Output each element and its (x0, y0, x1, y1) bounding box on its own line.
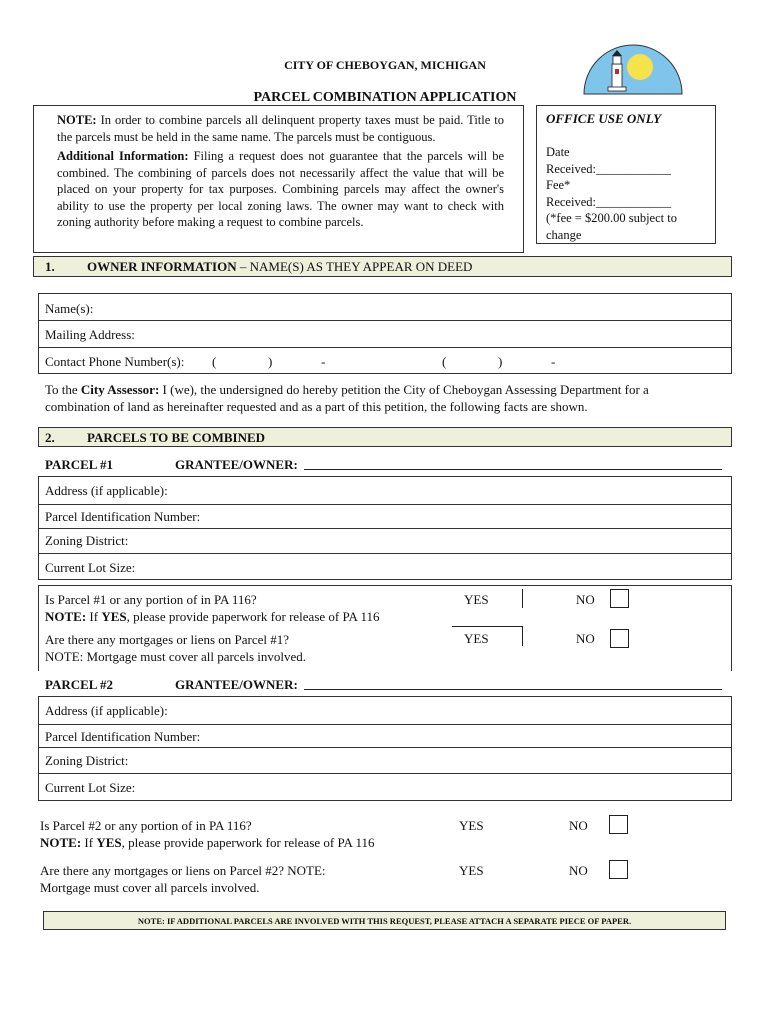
parcel-2-pa116-no-checkbox[interactable] (609, 815, 628, 834)
city-heading: CITY OF CHEBOYGAN, MICHIGAN (284, 58, 486, 72)
parcel-1-pa116-note-label: NOTE: (45, 609, 87, 624)
parcel-1-liens-yes-top (452, 626, 522, 627)
parcel-1-liens-yes-mark[interactable] (522, 626, 523, 646)
parcel-2-liens-question (40, 862, 445, 896)
section-1-title (87, 258, 472, 275)
parcel-1-pa116-line: Is Parcel #1 or any portion of in PA 116? (45, 592, 257, 607)
parcel-1-owner-line[interactable] (304, 469, 722, 470)
parcel-2-liens-line1: Are there any mortgages or liens on Parcel #2? NOTE: (40, 863, 326, 878)
parcel-2-pa116-note-rest: , please provide paperwork for release of PA 116 (121, 835, 375, 850)
section-1-title-bold: OWNER INFORMATION (87, 259, 237, 274)
parcel-2-lot-size-field[interactable]: Current Lot Size: (45, 780, 136, 795)
office-use-title: OFFICE USE ONLY (546, 111, 662, 126)
parcel-2-liens-yes-label: YES (459, 863, 484, 878)
parcel-2-owner-label: GRANTEE/OWNER: (175, 677, 298, 692)
parcel-1-pa116-note-rest: , please provide paperwork for release of PA 116 (126, 609, 380, 624)
parcel-1-liens-line1: Are there any mortgages or liens on Parcel #1? (45, 632, 290, 647)
fee-received: Received:____________ (546, 194, 671, 209)
phone-1-dash: - (321, 354, 326, 369)
parcel-2-pa116-note-label: NOTE: (40, 835, 82, 850)
date-label: Date (546, 145, 570, 159)
phone-2-open-paren: ( (442, 354, 447, 369)
parcel-1-pa116-note-mid: If (86, 609, 102, 624)
footer-note: NOTE: IF ADDITIONAL PARCELS ARE INVOLVED WITH THIS REQUEST, PLEASE ATTACH A SEPARATE PIECE OF PAPER. (137, 916, 632, 926)
parcel-1-pa116-yes-label: YES (464, 592, 489, 607)
parcel-2-label: PARCEL #2 (45, 677, 114, 692)
parcel-2-pa116-note (40, 834, 445, 851)
parcel-1-pa116-no-checkbox[interactable] (610, 589, 629, 608)
fee-note: (*fee = $200.00 subject to change (546, 211, 677, 242)
parcel-1-pa116-no-label: NO (576, 592, 595, 607)
parcel-1-liens-yes-label: YES (464, 631, 489, 646)
parcel-1-liens-line2: NOTE: Mortgage must cover all parcels involved. (45, 649, 307, 664)
parcel-2-pa116-note-yes: YES (96, 835, 122, 850)
petition-body: I (we), the undersigned do hereby petition the City of Cheboygan Assessing Department for a combination of land as hereinafter requested and as a part of this petition, the following facts are shown. (45, 382, 649, 414)
petition-prefix: To the (45, 382, 81, 397)
parcel-2-pa116-line: Is Parcel #2 or any portion of in PA 116? (40, 818, 252, 833)
parcel-1-address-field[interactable]: Address (if applicable): (45, 483, 168, 498)
section-2-number: 2. (45, 430, 55, 445)
section-2-title: PARCELS TO BE COMBINED (87, 430, 266, 445)
parcel-1-lot-size-field[interactable]: Current Lot Size: (45, 560, 136, 575)
page-title: PARCEL COMBINATION APPLICATION (253, 90, 517, 105)
parcel-1-pa116-note (45, 608, 445, 625)
note-label: NOTE: (57, 113, 97, 127)
parcel-1-liens-no-label: NO (576, 631, 595, 646)
parcel-2-liens-no-label: NO (569, 863, 588, 878)
parcel-2-pa116-note-mid: If (81, 835, 97, 850)
parcel-1-pa116-note-yes: YES (101, 609, 127, 624)
parcel-1-liens-no-checkbox[interactable] (610, 629, 629, 648)
parcel-1-label: PARCEL #1 (45, 457, 114, 472)
parcel-1-pin-field[interactable]: Parcel Identification Number: (45, 509, 201, 524)
phone-1-open-paren: ( (212, 354, 217, 369)
parcel-2-zoning-field[interactable]: Zoning District: (45, 753, 129, 768)
petition-bold: City Assessor: (80, 382, 160, 397)
parcel-2-pin-field[interactable]: Parcel Identification Number: (45, 729, 201, 744)
parcel-1-pa116-question (45, 591, 445, 625)
phone-2-close-paren: ) (498, 354, 503, 369)
parcel-1-zoning-field[interactable]: Zoning District: (45, 533, 129, 548)
office-use-fields (546, 144, 711, 243)
petition-text (45, 381, 715, 415)
parcel-2-pa116-question (40, 817, 445, 851)
additional-text: Filing a request does not guarantee that the parcels will be combined. The combining of parcels does not necessarily affect the value that will be placed on your property for tax purposes. Combining parcels may affect the owner's ability to use the property per local zoning laws. The owner may want to check with zoning authority before making a request to combine parcels. (57, 149, 505, 229)
parcel-2-liens-line2: Mortgage must cover all parcels involved. (40, 880, 260, 895)
names-field[interactable]: Name(s): (45, 301, 94, 316)
note-text: In order to combine parcels all delinquent property taxes must be paid. Title to the parcels must be held in the same name. The parcels must be contiguous. (57, 113, 504, 144)
parcel-2-address-field[interactable]: Address (if applicable): (45, 703, 168, 718)
fee-label: Fee* (546, 178, 571, 192)
section-1-title-rest: – NAME(S) AS THEY APPEAR ON DEED (236, 259, 473, 274)
section-1-number: 1. (45, 259, 55, 274)
intro-additional (57, 148, 504, 231)
mailing-address-field[interactable]: Mailing Address: (45, 327, 135, 342)
parcel-2-pa116-yes-label: YES (459, 818, 484, 833)
phone-field[interactable]: Contact Phone Number(s): (45, 354, 185, 369)
intro-note (57, 112, 504, 145)
parcel-1-pa116-yes-mark[interactable] (522, 589, 523, 608)
parcel-1-liens-question (45, 631, 445, 665)
date-received: Received:____________ (546, 161, 671, 176)
additional-label: Additional Information: (57, 149, 189, 163)
lighthouse-logo-icon (582, 44, 684, 96)
parcel-2-owner-line[interactable] (304, 689, 722, 690)
parcel-2-liens-no-checkbox[interactable] (609, 860, 628, 879)
phone-1-close-paren: ) (268, 354, 273, 369)
parcel-2-pa116-no-label: NO (569, 818, 588, 833)
parcel-1-owner-label: GRANTEE/OWNER: (175, 457, 298, 472)
phone-2-dash: - (551, 354, 556, 369)
